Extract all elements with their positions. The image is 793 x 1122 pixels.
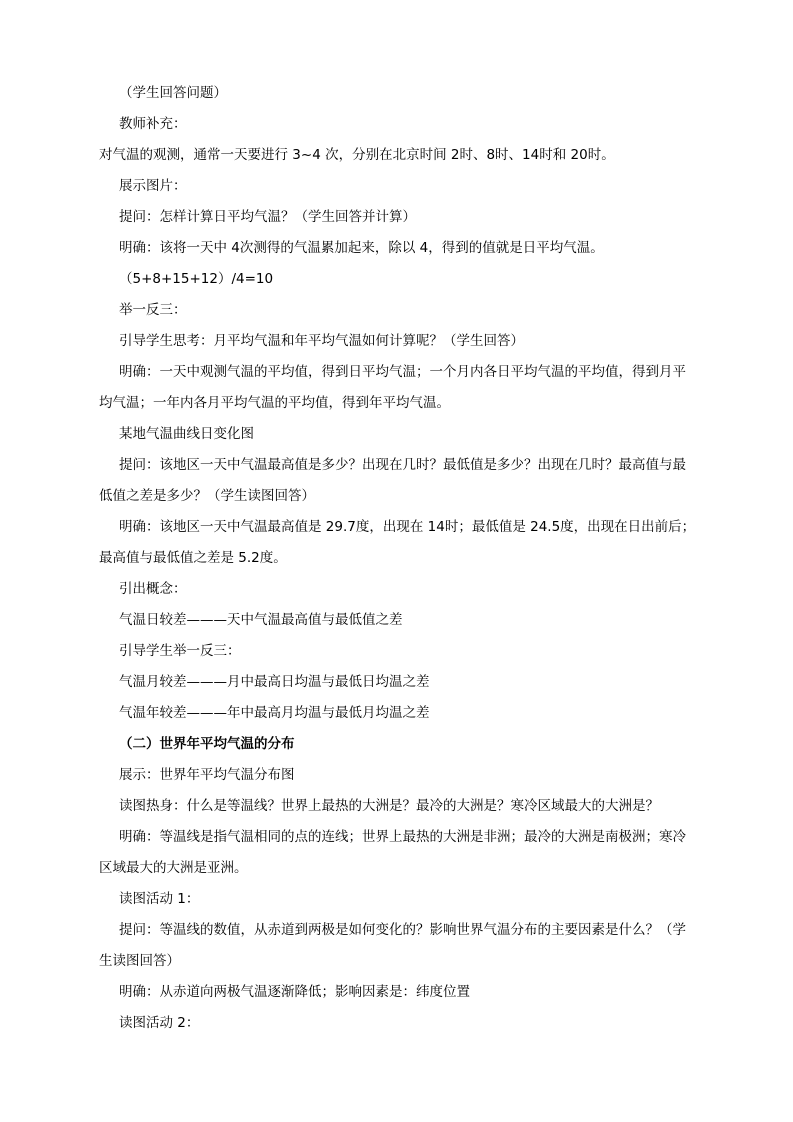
paragraph-clarify-means-line1: 明确：一天中观测气温的平均值，得到日平均气温；一个月内各日平均气温的平均值，得到月平	[119, 364, 686, 380]
paragraph-activity-1: 读图活动 1：	[119, 891, 200, 907]
paragraph-daily-range: 气温日较差———天中气温最高值与最低值之差	[119, 612, 403, 628]
paragraph-clarify-extremes-line1: 明确：该地区一天中气温最高值是 29.7度，出现在 14时；最低值是 24.5度，出现在日出前后；	[119, 519, 696, 535]
paragraph-activity-2: 读图活动 2：	[119, 1015, 200, 1031]
paragraph-question-factors-line1: 提问：等温线的数值，从赤道到两极是如何变化的？影响世界气温分布的主要因素是什么？（学	[119, 922, 686, 938]
paragraph-question-factors-line2: 生读图回答）	[99, 953, 180, 969]
paragraph-extrapolate: 举一反三：	[119, 302, 187, 318]
paragraph-clarify-means-line2: 均气温；一年内各月平均气温的平均值，得到年平均气温。	[99, 395, 450, 411]
paragraph-show-picture: 展示图片：	[119, 178, 187, 194]
paragraph-clarify-latitude: 明确：从赤道向两极气温逐渐降低；影响因素是：纬度位置	[119, 984, 470, 1000]
paragraph-monthly-range: 气温月较差———月中最高日均温与最低日均温之差	[119, 674, 430, 690]
paragraph-guide-extrapolate: 引导学生举一反三：	[119, 643, 241, 659]
paragraph-teacher-supplement: 教师补充：	[119, 116, 187, 132]
paragraph-warmup-questions: 读图热身：什么是等温线？世界上最热的大洲是？最冷的大洲是？寒冷区域最大的大洲是？	[119, 798, 659, 814]
paragraph-question-extremes-line1: 提问：该地区一天中气温最高值是多少？出现在几时？最低值是多少？出现在几时？最高值与最	[119, 457, 686, 473]
paragraph-question-extremes-line2: 低值之差是多少？（学生读图回答）	[99, 488, 315, 504]
paragraph-clarify-isotherm-line1: 明确：等温线是指气温相同的点的连线；世界上最热的大洲是非洲；最冷的大洲是南极洲；寒冷	[119, 829, 686, 845]
paragraph-clarify-isotherm-line2: 区域最大的大洲是亚洲。	[99, 860, 248, 876]
paragraph-curve-title: 某地气温曲线日变化图	[119, 426, 254, 442]
paragraph-student-answer: （学生回答问题）	[119, 85, 227, 101]
document-body	[99, 78, 696, 1039]
paragraph-formula: （5+8+15+12）/4=10	[119, 271, 274, 287]
paragraph-clarify-extremes-line2: 最高值与最低值之差是 5.2度。	[99, 550, 287, 566]
paragraph-guide-thinking: 引导学生思考：月平均气温和年平均气温如何计算呢？（学生回答）	[119, 333, 524, 349]
paragraph-observation-times: 对气温的观测，通常一天要进行 3~4 次，分别在北京时间 2时、8时、14时和 20时。	[99, 147, 615, 163]
paragraph-question-daily-mean: 提问：怎样计算日平均气温？（学生回答并计算）	[119, 209, 416, 225]
paragraph-introduce-concept: 引出概念：	[119, 581, 187, 597]
paragraph-annual-range: 气温年较差———年中最高月均温与最低月均温之差	[119, 705, 430, 721]
paragraph-clarify-daily-mean: 明确：该将一天中 4次测得的气温累加起来，除以 4，得到的值就是日平均气温。	[119, 240, 604, 256]
paragraph-show-world-map: 展示：世界年平均气温分布图	[119, 767, 295, 783]
section-heading-world-distribution: （二）世界年平均气温的分布	[119, 736, 295, 752]
